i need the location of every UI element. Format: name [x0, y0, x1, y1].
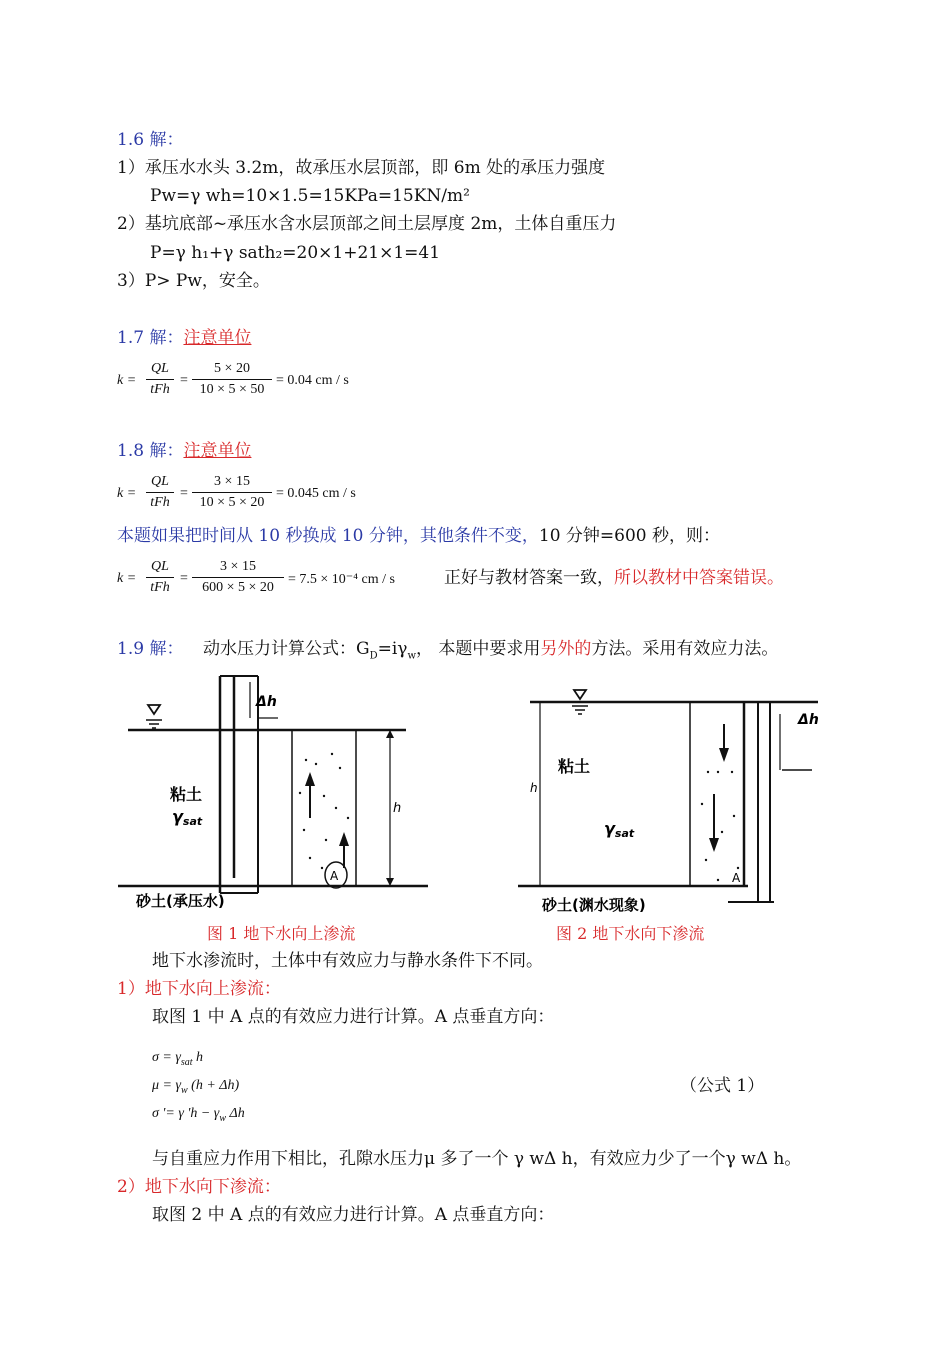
s17-eq-sign: = [180, 373, 188, 388]
s17-frac-values [192, 361, 272, 398]
s19-intro-c: ， 本题中要求用 [416, 639, 541, 659]
equation-mu: $\mu = \gamma_w$ (h + Δh) [152, 1078, 240, 1096]
s17-result: = 0.04 cm / s [276, 373, 349, 388]
s16-line-3: 2）基坑底部~承压水含水层顶部之间土层厚度 2m，土体自重压力 [117, 214, 617, 234]
s18-remark-black: 10 分钟=600 秒，则： [538, 526, 721, 546]
s18-remark [117, 525, 720, 547]
s19-intro-b: =iγ [377, 639, 408, 659]
s18-k-label: k = [117, 486, 137, 501]
comparison-text: 与自重应力作用下相比，孔隙水压力μ 多了一个 γ wΔ h，有效应力少了一个γ wΔ h。 [152, 1149, 802, 1169]
upward-seepage-heading: 1）地下水向上渗流： [117, 979, 281, 999]
water-level-icon-2 [574, 690, 586, 699]
figure-2-caption: 图 2 地下水向下渗流 [556, 924, 705, 943]
s18-eq2-sign: = [180, 571, 188, 586]
section-1-6-heading: 1.6 解： [117, 130, 184, 150]
upward-seepage-text: 取图 1 中 A 点的有效应力进行计算。A 点垂直方向： [152, 1007, 555, 1027]
s16-line-1: 1）承压水水头 3.2m，故承压水层顶部，即 6m 处的承压力强度 [117, 158, 606, 178]
s17-frac-values-den: 10 × 5 × 50 [199, 382, 265, 397]
fig1-h-label: h [393, 801, 402, 816]
s17-frac-ql [146, 361, 174, 398]
s18-frac2-ql-den: tFh [150, 580, 170, 595]
s18-remark2-red: 所以教材中答案错误。 [614, 568, 784, 588]
s18-remark-blue: 本题如果把时间从 10 秒换成 10 分钟，其他条件不变， [117, 526, 539, 546]
s16-line-4: P=γ h₁+γ sath₂=20×1+21×1=41 [150, 243, 441, 263]
s19-intro-a: 动水压力计算公式：G [203, 639, 370, 659]
s18-frac-ql-den: tFh [150, 495, 170, 510]
s18-frac2-ql [146, 559, 174, 596]
section-1-7-heading [117, 327, 251, 349]
equation-sigma-prime: σ '= γ '$h - \gamma_w$ Δh [152, 1106, 245, 1124]
fig1-point-a-label: A [330, 869, 339, 883]
s18-frac2-values-num: 3 × 15 [220, 559, 256, 574]
s17-frac-values-num: 5 × 20 [214, 361, 250, 376]
figure-1-caption: 图 1 地下水向上渗流 [207, 924, 356, 943]
fig1-soil-label: 粘土 [170, 785, 203, 804]
seepage-intro: 地下水渗流时，土体中有效应力与静水条件下不同。 [152, 951, 543, 971]
s18-frac-ql [146, 474, 174, 511]
s19-intro-d: 方法。采用有效应力法。 [591, 639, 779, 659]
s18-remark2 [444, 567, 784, 589]
downward-seepage-heading: 2）地下水向下渗流： [117, 1177, 281, 1197]
s18-frac2-ql-num: QL [151, 559, 169, 574]
s19-intro-red: 另外的 [540, 639, 592, 659]
water-level-icon [148, 705, 160, 714]
fig2-dh-label: Δh [798, 712, 819, 728]
s18-result: = 0.045 cm / s [276, 486, 356, 501]
fig1-dh-label: Δh [256, 694, 277, 710]
s16-line-2: Pw=γ wh=10×1.5=15KPa=15KN/m² [150, 186, 470, 206]
figure-2-downward-seepage [512, 684, 832, 920]
s17-note: 注意单位 [183, 328, 252, 348]
s18-frac-ql-num: QL [151, 474, 169, 489]
fig2-gamma-label: γsat [604, 819, 635, 840]
s19-intro [203, 638, 778, 667]
s18-note: 注意单位 [183, 441, 252, 461]
fig2-h-label: h [530, 781, 538, 795]
fig2-soil-label: 粘土 [558, 757, 591, 776]
s18-frac-values-num: 3 × 15 [214, 474, 250, 489]
downward-seepage-text: 取图 2 中 A 点的有效应力进行计算。A 点垂直方向： [152, 1205, 555, 1225]
fig1-gamma-label: γsat [172, 807, 203, 828]
equation-sigma: $\sigma = \gamma_{sat}$ h [152, 1050, 204, 1068]
s19-intro-sub-d: D [369, 650, 378, 662]
fig1-base-label: 砂土(承压水) [136, 892, 225, 910]
s18-head-text: 1.8 解： [117, 441, 184, 461]
figure-1-upward-seepage [110, 668, 440, 920]
section-1-9-heading [117, 638, 183, 660]
fig2-point-a-label: A [732, 871, 741, 885]
s18-frac-values [192, 474, 272, 511]
s18-remark2-black: 正好与教材答案一致， [444, 568, 614, 588]
fig2-base-label: 砂土(渊水现象) [542, 896, 646, 914]
s18-frac2-values [192, 559, 284, 596]
s18-result2: = 7.5 × 10⁻⁴ cm / s [288, 572, 396, 587]
section-1-8-heading [117, 440, 251, 462]
s17-k-label: k = [117, 373, 137, 388]
s17-head-text: 1.7 解： [117, 328, 184, 348]
formula-label: （公式 1） [680, 1076, 765, 1096]
s17-frac-ql-num: QL [151, 361, 169, 376]
s19-head-text: 1.9 解： [117, 639, 184, 659]
s17-frac-ql-den: tFh [150, 382, 170, 397]
s16-line-5: 3）P> Pw，安全。 [117, 271, 270, 291]
s18-k2-label: k = [117, 571, 137, 586]
s19-intro-sub-w: w [407, 650, 417, 662]
s18-frac-values-den: 10 × 5 × 20 [199, 495, 265, 510]
s18-frac2-values-den: 600 × 5 × 20 [202, 580, 274, 595]
s18-eq-sign: = [180, 486, 188, 501]
